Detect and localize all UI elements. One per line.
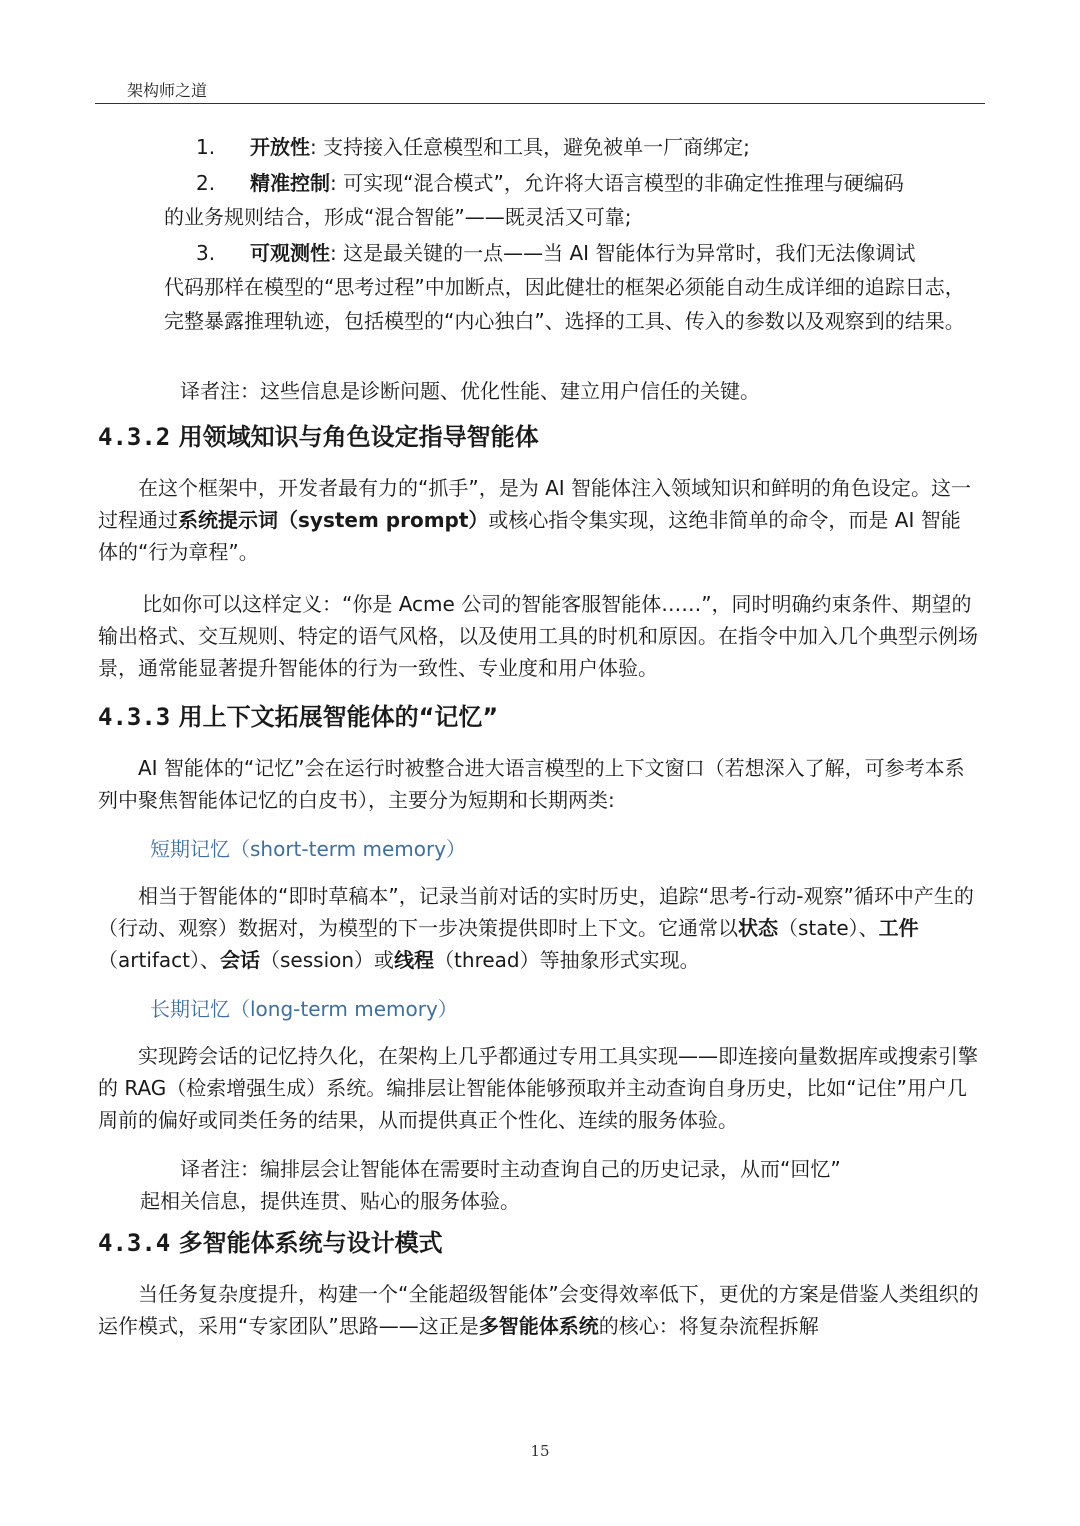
subheading-long-term-memory: 长期记忆（long-term memory）: [150, 997, 458, 1021]
paragraph-long-term-memory: 实现跨会话的记忆持久化，在架构上几乎都通过专用工具实现——即连接向量数据库或搜索引擎的 RAG（检索增强生成）系统。编排层让智能体能够预取并主动查询自身历史，比如“记住”用户几周前的偏好或同类任务的结果，从而提供真正个性化、连续的服务体验。: [98, 1044, 978, 1132]
list-item-number: 1.: [196, 135, 216, 159]
list-item-continuation: 的业务规则结合，形成“混合智能”——既灵活又可靠;: [164, 205, 632, 229]
list-item-continuation: 代码那样在模型的“思考过程”中加断点，因此健壮的框架必须能自动生成详细的追踪日志，完整暴露推理轨迹，包括模型的“内心独白”、选择的工具、传入的参数以及观察到的结果。: [164, 275, 965, 333]
list-item-term: 可观测性: [250, 241, 330, 265]
section-number: 4.3.3: [98, 703, 171, 731]
paragraph-multi-agent: 当任务复杂度提升，构建一个“全能超级智能体”会变得效率低下，更优的方案是借鉴人类组织的运作模式，采用“专家团队”思路——这正是多智能体系统的核心：将复杂流程拆解: [98, 1282, 979, 1338]
list-item-observability: [164, 236, 979, 338]
list-item-text: : 这是最关键的一点——当 AI 智能体行为异常时，我们无法像调试: [330, 241, 916, 265]
paragraph-short-term-memory: 相当于智能体的“即时草稿本”，记录当前对话的实时历史，追踪“思考-行动-观察”循环中产生的（行动、观察）数据对，为模型的下一步决策提供即时上下文。它通常以状态（state）、工件（artifact）、会话（session）或线程（thread）等抽象形式实现。: [98, 884, 974, 972]
section-title: 用上下文拓展智能体的“记忆”: [178, 703, 499, 731]
running-header: 架构师之道: [127, 81, 208, 100]
list-item-number: 3.: [196, 241, 216, 265]
list-item-term: 精准控制: [250, 171, 330, 195]
section-heading-4-3-2: [98, 420, 539, 454]
paragraph-role-setting: 在这个框架中，开发者最有力的“抓手”，是为 AI 智能体注入领域知识和鲜明的角色设定。这一过程通过系统提示词（system prompt）或核心指令集实现，这绝非简单的命令，而是 AI 智能体的“行为章程”。: [98, 476, 972, 564]
translator-note-2-line1: 译者注：编排层会让智能体在需要时主动查询自己的历史记录，从而“回忆”: [180, 1157, 841, 1181]
system-prompt-term: 系统提示词（system prompt）: [178, 508, 489, 532]
multi-agent-term: 多智能体系统: [478, 1314, 599, 1338]
translator-note-2-line2: 起相关信息，提供连贯、贴心的服务体验。: [140, 1189, 520, 1213]
section-number: 4.3.4: [98, 1229, 171, 1257]
page-number: 15: [530, 1442, 550, 1460]
section-title: 多智能体系统与设计模式: [178, 1229, 443, 1257]
header-divider: [95, 103, 985, 104]
section-heading-4-3-4: [98, 1226, 443, 1260]
list-item-openness: [164, 130, 979, 164]
section-heading-4-3-3: [98, 700, 498, 734]
paragraph-memory-intro: AI 智能体的“记忆”会在运行时被整合进大语言模型的上下文窗口（若想深入了解，可参考本系列中聚焦智能体记忆的白皮书），主要分为短期和长期两类:: [98, 756, 965, 812]
paragraph-role-example: 比如你可以这样定义：“你是 Acme 公司的智能客服智能体……”，同时明确约束条件、期望的输出格式、交互规则、特定的语气风格，以及使用工具的时机和原因。在指令中加入几个典型示例场景，通常能显著提升智能体的行为一致性、专业度和用户体验。: [98, 592, 978, 680]
subheading-short-term-memory: 短期记忆（short-term memory）: [150, 837, 467, 861]
list-item-text: : 支持接入任意模型和工具，避免被单一厂商绑定;: [310, 135, 750, 159]
list-item-text: : 可实现“混合模式”，允许将大语言模型的非确定性推理与硬编码: [330, 171, 904, 195]
list-item-precise-control: [164, 166, 979, 234]
section-title: 用领域知识与角色设定指导智能体: [178, 423, 539, 451]
list-item-number: 2.: [196, 171, 216, 195]
list-item-term: 开放性: [250, 135, 310, 159]
translator-note-1: 译者注：这些信息是诊断问题、优化性能、建立用户信任的关键。: [180, 379, 760, 403]
section-number: 4.3.2: [98, 423, 171, 451]
